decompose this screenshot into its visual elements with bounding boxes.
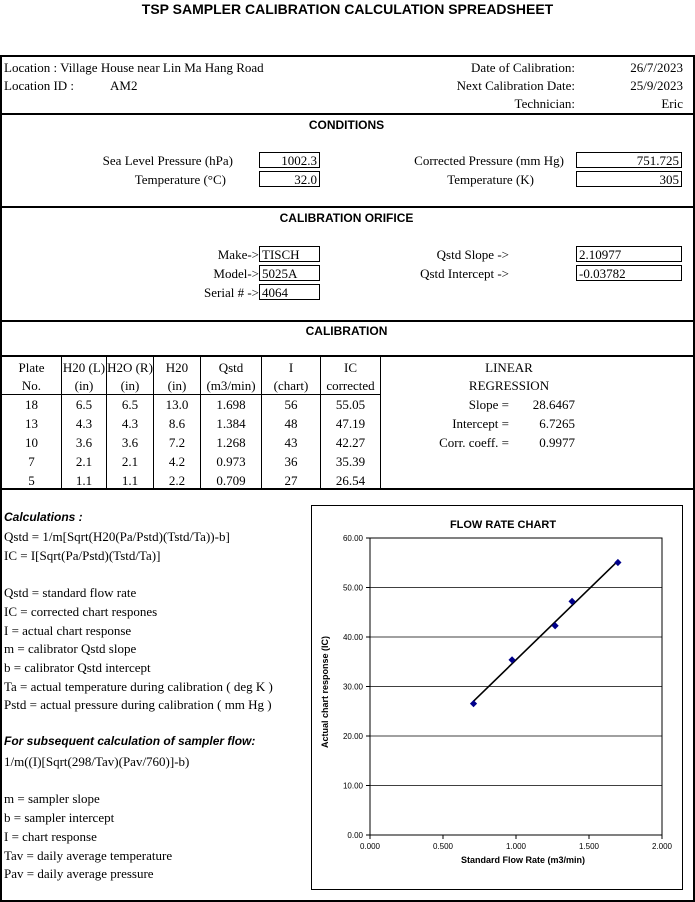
table-cell: 4.3: [121, 416, 139, 431]
table-cell: 43: [284, 435, 298, 450]
note-line: Tav = daily average temperature: [4, 847, 173, 863]
table-cell: 2.2: [168, 473, 186, 488]
slp-value: 1002.3: [259, 152, 320, 168]
x-tick-label: 1.000: [505, 842, 527, 851]
date-value: 26/7/2023: [630, 60, 683, 75]
slp-label: Sea Level Pressure (hPa): [102, 153, 233, 168]
next-date-value: 25/9/2023: [630, 78, 683, 93]
table-cell: 1.384: [216, 416, 246, 431]
table-cell: 8.6: [168, 416, 186, 431]
table-cell: 18: [25, 397, 38, 412]
column-header: Qstd (m3/min): [206, 360, 256, 393]
x-axis-label: Standard Flow Rate (m3/min): [460, 855, 586, 865]
note-line: m = sampler slope: [4, 791, 100, 807]
qstd-intercept-label: Qstd Intercept ->: [420, 266, 509, 281]
table-cell: 26.54: [335, 473, 366, 488]
y-tick-label: 40.00: [342, 633, 363, 642]
note-line: Ta = actual temperature during calibration ( deg K ): [4, 678, 273, 694]
regression-intercept-label: Intercept =: [452, 416, 509, 431]
subsequent-heading: For subsequent calculation of sampler flow:: [4, 734, 256, 748]
note-line: Pav = daily average pressure: [4, 866, 154, 882]
y-tick-label: 50.00: [342, 583, 363, 593]
model-value: 5025A: [259, 265, 320, 281]
qstd-slope-value: 2.10977: [576, 246, 682, 262]
note-line: m = calibrator Qstd slope: [4, 641, 137, 657]
temp-k-value: 305: [576, 171, 682, 187]
regression-slope: 28.6467: [532, 397, 575, 412]
table-cell: 10: [25, 435, 38, 450]
regression-corr: 0.9977: [539, 435, 575, 450]
x-tick-label: 2.000: [651, 842, 673, 851]
table-cell: 2.1: [121, 454, 139, 469]
temp-c-label: Temperature (°C): [134, 172, 226, 187]
table-cell: 56: [284, 397, 298, 412]
y-tick-label: 30.00: [342, 682, 363, 692]
y-tick-label: 10.00: [342, 781, 363, 791]
table-cell: 6.5: [121, 397, 139, 412]
table-cell: 35.39: [335, 454, 366, 469]
column-header: H20 (in): [165, 360, 189, 393]
regression-slope-label: Slope =: [468, 397, 509, 412]
technician-value: Eric: [661, 96, 683, 111]
table-cell: 3.6: [75, 435, 93, 450]
next-date-label: Next Calibration Date:: [456, 78, 575, 93]
divider: [0, 355, 693, 357]
table-cell: 1.1: [75, 473, 93, 488]
table-cell: 7.2: [168, 435, 186, 450]
column-header: I (chart): [273, 360, 309, 393]
location: Location : Village House near Lin Ma Hang Road: [4, 60, 264, 75]
note-line: IC = corrected chart respones: [4, 603, 158, 619]
section-heading: CALIBRATION: [305, 324, 388, 338]
table-cell: 0.973: [216, 454, 246, 469]
date-label: Date of Calibration:: [471, 60, 575, 75]
y-tick-label: 60.00: [342, 534, 363, 543]
cp-label: Corrected Pressure (mm Hg): [414, 153, 564, 168]
table-cell: 1.698: [216, 397, 246, 412]
page-title: TSP SAMPLER CALIBRATION CALCULATION SPREADSHEET: [141, 1, 554, 17]
x-tick-label: 0.500: [432, 842, 454, 851]
x-tick-label: 0.000: [359, 842, 381, 851]
note-line: 1/m((I)[Sqrt(298/Tav)(Pav/760)]-b): [4, 754, 190, 769]
table-cell: 47.19: [335, 416, 366, 431]
temp-k-label: Temperature (K): [447, 172, 534, 187]
table-cell: 1.268: [216, 435, 246, 450]
divider: [0, 113, 693, 115]
table-cell: 3.6: [121, 435, 139, 450]
column-header: H2O (R) (in): [107, 360, 153, 393]
table-cell: 5: [28, 473, 35, 488]
y-axis-label: Actual chart response (IC): [320, 635, 330, 749]
table-cell: 2.1: [75, 454, 93, 469]
note-line: Pstd = actual pressure during calibration ( mm Hg ): [4, 697, 272, 713]
location-id: AM2: [110, 78, 138, 93]
cp-value: 751.725: [576, 152, 682, 168]
table-cell: 7: [28, 454, 35, 469]
flow-rate-chart: [311, 505, 683, 890]
table-cell: 0.709: [216, 473, 246, 488]
table-cell: 48: [284, 416, 298, 431]
divider: [0, 320, 693, 322]
calculations-heading: Calculations :: [4, 510, 83, 524]
y-tick-label: 20.00: [342, 732, 363, 741]
table-cell: 6.5: [75, 397, 93, 412]
section-heading: CALIBRATION ORIFICE: [279, 211, 414, 225]
qstd-intercept-value: -0.03782: [576, 265, 682, 281]
x-tick-label: 1.500: [578, 842, 600, 851]
column-header: H20 (L) (in): [62, 360, 106, 393]
divider: [0, 55, 693, 57]
table-cell: 27: [284, 473, 298, 488]
table-cell: 13: [25, 416, 38, 431]
note-line: b = calibrator Qstd intercept: [4, 659, 151, 675]
section-heading: CONDITIONS: [308, 118, 385, 132]
serial-value: 4064: [259, 284, 320, 300]
note-line: Qstd = 1/m[Sqrt(H20(Pa/Pstd)(Tstd/Ta))-b]: [4, 529, 230, 544]
y-tick-label: 0.00: [347, 831, 363, 840]
table-cell: 4.3: [75, 416, 93, 431]
qstd-slope-label: Qstd Slope ->: [436, 247, 509, 262]
table-cell: 36: [284, 454, 298, 469]
model-label: Model->: [213, 266, 259, 281]
note-line: I = actual chart response: [4, 622, 132, 638]
regression-heading: LINEAR REGRESSION: [468, 360, 550, 393]
column-header: IC corrected: [326, 360, 375, 393]
table-cell: 13.0: [165, 397, 189, 412]
note-line: I = chart response: [4, 828, 97, 844]
make-value: TISCH: [259, 246, 320, 262]
regression-corr-label: Corr. coeff. =: [439, 435, 509, 450]
temp-c-value: 32.0: [259, 171, 320, 187]
make-label: Make->: [217, 247, 259, 262]
location-id-label: Location ID :: [4, 78, 75, 93]
note-line: IC = I[Sqrt(Pa/Pstd)(Tstd/Ta)]: [4, 547, 161, 563]
divider: [0, 206, 693, 208]
table-cell: 1.1: [121, 473, 139, 488]
chart-border: [312, 506, 683, 890]
chart-title: FLOW RATE CHART: [449, 519, 557, 531]
column-header: Plate No.: [18, 360, 45, 393]
table-cell: 4.2: [168, 454, 186, 469]
note-line: b = sampler intercept: [4, 810, 115, 826]
table-cell: 42.27: [335, 435, 366, 450]
note-line: Qstd = standard flow rate: [4, 585, 137, 601]
serial-label: Serial # ->: [204, 285, 259, 300]
technician-label: Technician:: [514, 96, 575, 111]
table-cell: 55.05: [335, 397, 366, 412]
regression-intercept: 6.7265: [539, 416, 575, 431]
